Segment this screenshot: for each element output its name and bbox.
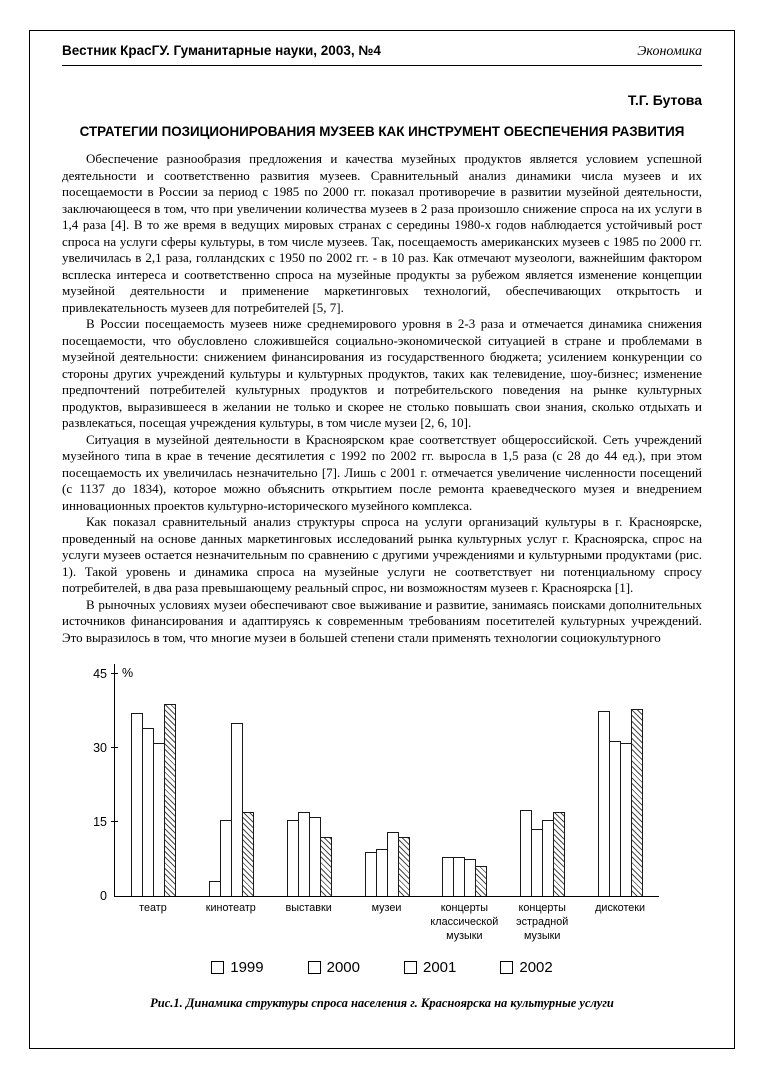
journal-title: Вестник КрасГУ. Гуманитарные науки, 2003, №4 bbox=[62, 43, 381, 58]
y-axis-tick-label: 30 bbox=[93, 741, 107, 755]
bar-group bbox=[115, 664, 193, 896]
paragraph-4: Как показал сравнительный анализ структуры спроса на услуги организаций культуры в г. Красноярске, проведенный на основе данных маркетинговых исследований рынка культурных услуг г. Красноярска, спрос на услуги музеев остается незначительным по сравнению с другими учреждениями и культурными продуктами (рис. 1). Такой уровень и динамика спроса на музейные услуги не соответствует ни потенциальному спросу потребителей, в два раза превышающему реальный спрос, ни возможностям музеев г. Красноярска [1]. bbox=[62, 514, 702, 595]
page-frame bbox=[29, 30, 735, 1049]
x-axis-category-label: музеи bbox=[371, 902, 402, 914]
x-axis-labels bbox=[114, 901, 659, 943]
x-axis-category-label: концерты классической музыки bbox=[430, 902, 499, 943]
chart-legend bbox=[62, 959, 702, 976]
bar-2002 bbox=[553, 812, 565, 896]
y-axis-tick-mark bbox=[111, 673, 118, 674]
x-axis-category-label: выставки bbox=[285, 902, 332, 914]
bar-2002 bbox=[242, 812, 254, 896]
bar-group bbox=[426, 664, 504, 896]
x-axis-category-label: дискотеки bbox=[595, 902, 646, 914]
figure-caption: Рис.1. Динамика структуры спроса населения г. Красноярска на культурные услуги bbox=[150, 996, 614, 1011]
legend-label: 2001 bbox=[423, 959, 457, 977]
bar-2002 bbox=[320, 837, 332, 896]
article-title: СТРАТЕГИИ ПОЗИЦИОНИРОВАНИЯ МУЗЕЕВ КАК ИНСТРУМЕНТ ОБЕСПЕЧЕНИЯ РАЗВИТИЯ bbox=[79, 124, 685, 139]
y-axis-unit-label: % bbox=[122, 666, 134, 680]
legend-swatch-1999 bbox=[211, 961, 224, 974]
y-axis-tick-mark bbox=[111, 747, 118, 748]
x-axis-category-label: театр bbox=[139, 902, 167, 914]
paragraph-5: В рыночных условиях музеи обеспечивают свое выживание и развитие, занимаясь поисками дополнительных источников финансирования и адаптируясь к современным требованиям посетителей культурных учреждений. Это выразилось в том, что многие музеи в большей степени стали применять технологии социокультурного bbox=[62, 596, 702, 645]
legend-swatch-2001 bbox=[404, 961, 417, 974]
y-axis-tick-label: 15 bbox=[93, 815, 107, 829]
bar-group bbox=[504, 664, 582, 896]
section-label: Экономика bbox=[637, 44, 702, 59]
legend-label: 2002 bbox=[519, 959, 553, 977]
paragraph-2: В России посещаемость музеев ниже среднемирового уровня в 2-3 раза и отмечается динамика снижения посещаемости, что обусловлено сложившейся социально-экономической ситуацией в стране и проблемами в музейной деятельности: снижением финансирования из государственного бюджета; усилением конкуренции со стороны других учреждений культуры и культурных продуктов, таких как телевидение, шоу-бизнес; изменение предпочтений потребителей культурных продуктов и потребительского поведения на рынке культурных продуктов, выразившееся в желании не только и скорее не столько повышать свои знания, сколько отдыхать и развлекаться, посещая учреждения культуры, в том числе музеи [2, 6, 10]. bbox=[62, 316, 702, 430]
bar-2002 bbox=[164, 704, 176, 896]
legend-swatch-2002 bbox=[500, 961, 513, 974]
y-axis-tick-label: 0 bbox=[100, 889, 107, 903]
bar-group bbox=[270, 664, 348, 896]
x-axis-category-label: кинотеатр bbox=[205, 902, 256, 914]
legend-item-2000 bbox=[308, 959, 360, 976]
figure-1 bbox=[62, 664, 702, 1011]
legend-item-2002 bbox=[500, 959, 552, 976]
y-axis-tick-label: 45 bbox=[93, 667, 107, 681]
page-header bbox=[62, 43, 702, 66]
legend-swatch-2000 bbox=[308, 961, 321, 974]
bar-group bbox=[348, 664, 426, 896]
legend-item-2001 bbox=[404, 959, 456, 976]
legend-label: 2000 bbox=[326, 959, 360, 977]
author-name: Т.Г. Бутова bbox=[627, 92, 702, 108]
bar-2002 bbox=[631, 709, 643, 896]
x-axis-category-label: концерты эстрадной музыки bbox=[516, 902, 569, 943]
bar-2002 bbox=[398, 837, 410, 896]
paragraph-1: Обеспечение разнообразия предложения и качества музейных продуктов является условием успешной деятельности и соответственно развития музеев. Сравнительный анализ динамики числа музеев и их посещаемости в России за период с 1985 по 2000 гг. показал противоречие в развитии музейной деятельности, заключающееся в том, что при увеличении количества музеев в 2 раза произошло снижение спроса на их услуги в 1,4 раза [4]. В то же время в ведущих мировых странах с середины 1980-х годов наблюдается устойчивый рост спроса на услуги сферы культуры, в том числе музеев. Так, посещаемость американских музеев с 1985 по 2000 гг. увеличилась в 2,1 раза, голландских с 1950 по 2002 гг. - в 10 раз. Как отмечают музеологи, важнейшим фактором всплеска интереса и соответственно спроса на музейные продукты за рубежом является изменение концепции музейной деятельности и применение маркетинговых технологий, обеспечивающих открытость и привлекательность музеев для потребителей [5, 7]. bbox=[62, 151, 702, 315]
bar-2002 bbox=[475, 866, 487, 896]
bar-group bbox=[581, 664, 659, 896]
bar-group bbox=[193, 664, 271, 896]
legend-label: 1999 bbox=[230, 959, 264, 977]
paragraph-3: Ситуация в музейной деятельности в Красноярском крае соответствует общероссийской. Сеть учреждений музейного типа в крае в течение десятилетия с 1992 по 2002 гг. выросла в 1,5 раза (с 28 до 44 ед.), при этом посещаемость их увеличилась незначительно [7]. Лишь с 2001 г. отмечается увеличение численности посещений (с 1137 до 1834), которое можно объяснить открытием после ремонта краеведческого музея и внедрением инновационных проектов культурно-исторического музейного комплекса. bbox=[62, 431, 702, 513]
legend-item-1999 bbox=[211, 959, 263, 976]
bar-chart bbox=[93, 664, 659, 943]
y-axis-tick-mark bbox=[111, 821, 118, 822]
chart-plot-area bbox=[93, 664, 659, 903]
